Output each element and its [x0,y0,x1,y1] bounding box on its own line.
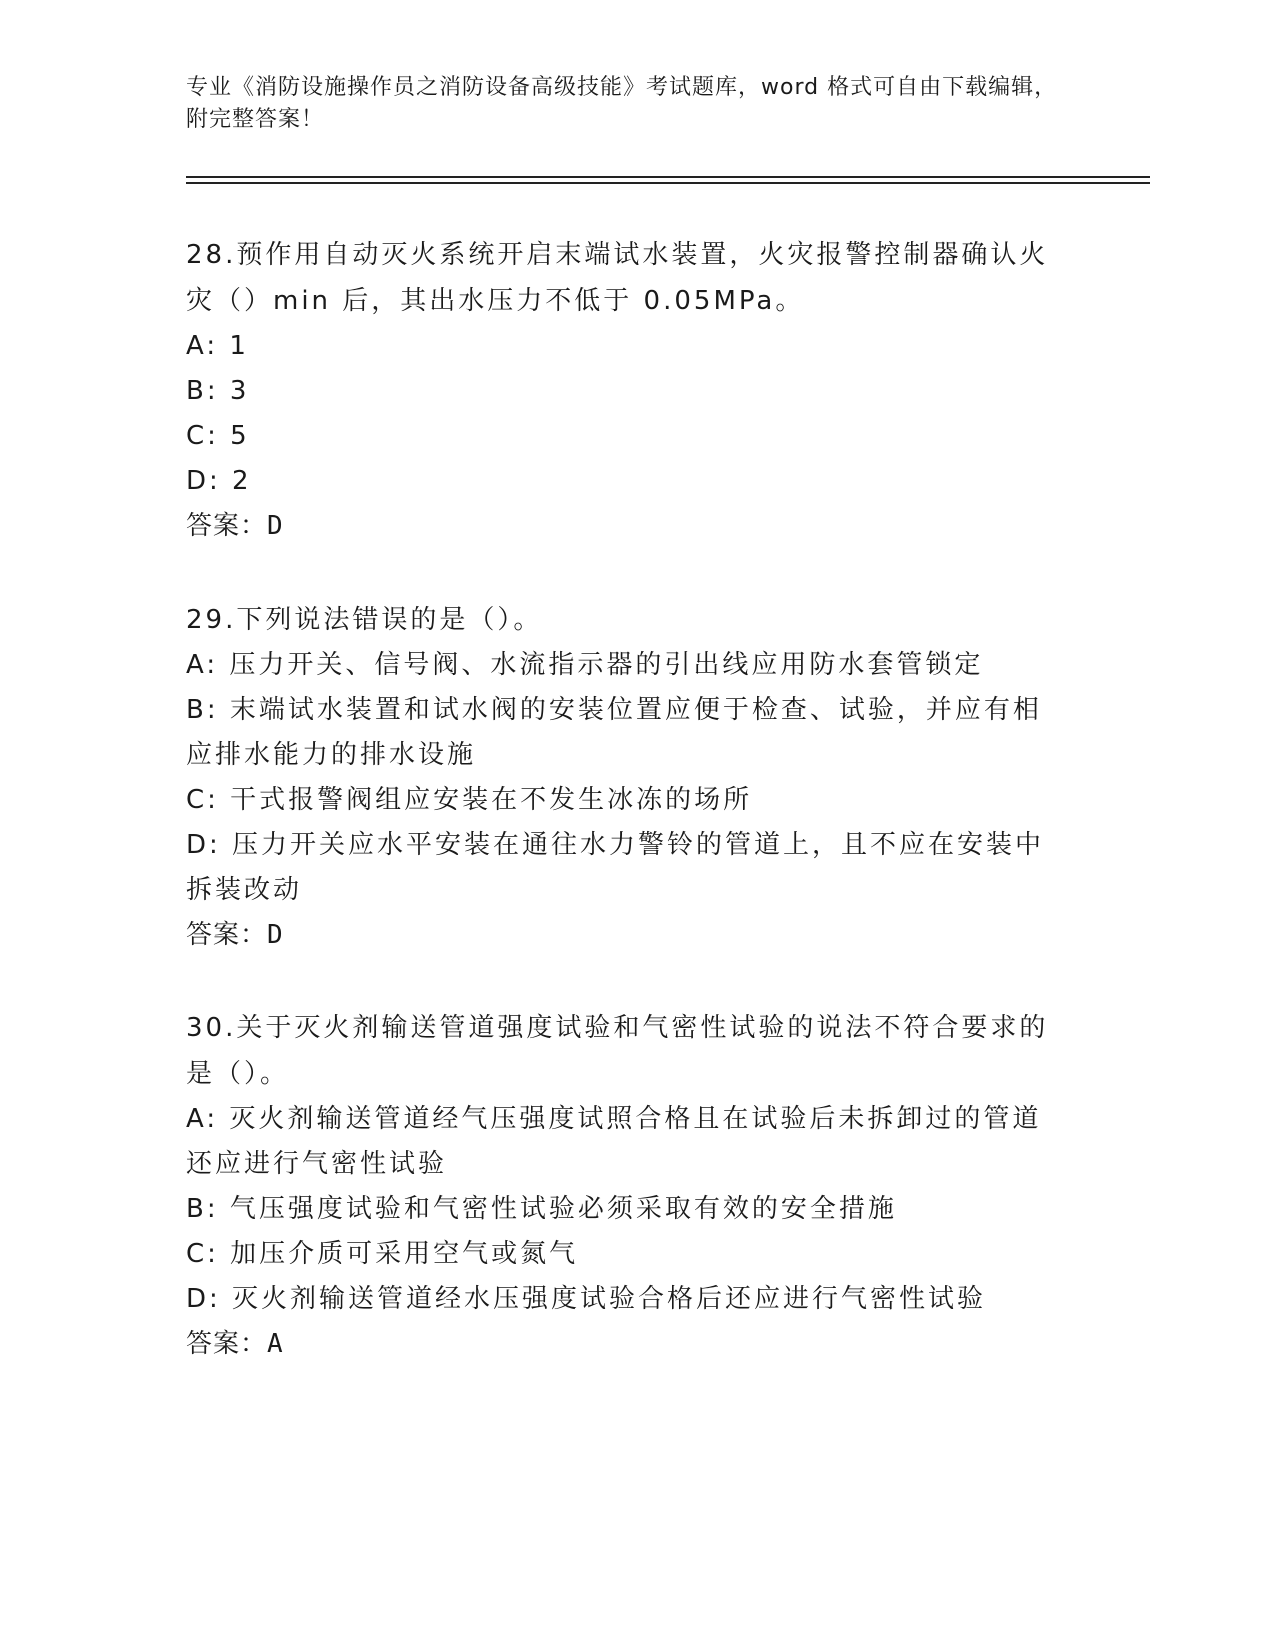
answer: 答案：A [186,1329,284,1359]
option-d: D: 2 [186,466,252,496]
answer: 答案：D [186,920,284,950]
option-d: D: 灭火剂输送管道经水压强度试验合格后还应进行气密性试验 [186,1284,987,1314]
option-a: A: 灭火剂输送管道经气压强度试照合格且在试验后未拆卸过的管道还应进行气密性试验 [186,1104,1042,1179]
option-a: A: 压力开关、信号阀、水流指示器的引出线应用防水套管锁定 [186,650,984,680]
question-30 [186,1005,1066,1367]
answer: 答案：D [186,511,284,541]
question-stem: 28.预作用自动灭火系统开启末端试水装置，火灾报警控制器确认火灾（）min 后，其出水压力不低于 0.05MPa。 [186,240,1049,316]
option-c: C: 干式报警阀组应安装在不发生冰冻的场所 [186,785,753,815]
document-intro: 专业《消防设施操作员之消防设备高级技能》考试题库，word 格式可自由下载编辑，附完整答案！ [186,75,1058,132]
question-28 [186,232,1066,549]
question-stem: 30.关于灭火剂输送管道强度试验和气密性试验的说法不符合要求的是（）。 [186,1013,1049,1089]
option-c: C: 5 [186,421,250,451]
header-divider-bottom [186,182,1150,184]
option-b: B: 气压强度试验和气密性试验必须采取有效的安全措施 [186,1194,897,1224]
header-divider-top [186,176,1150,178]
question-29 [186,597,1066,958]
option-a: A: 1 [186,331,249,361]
option-d: D: 压力开关应水平安装在通往水力警铃的管道上，且不应在安装中拆装改动 [186,830,1045,905]
option-b: B: 3 [186,376,250,406]
question-stem: 29.下列说法错误的是（）。 [186,605,543,635]
option-b: B: 末端试水装置和试水阀的安装位置应便于检查、试验，并应有相应排水能力的排水设施 [186,695,1042,770]
option-c: C: 加压介质可采用空气或氮气 [186,1239,579,1269]
